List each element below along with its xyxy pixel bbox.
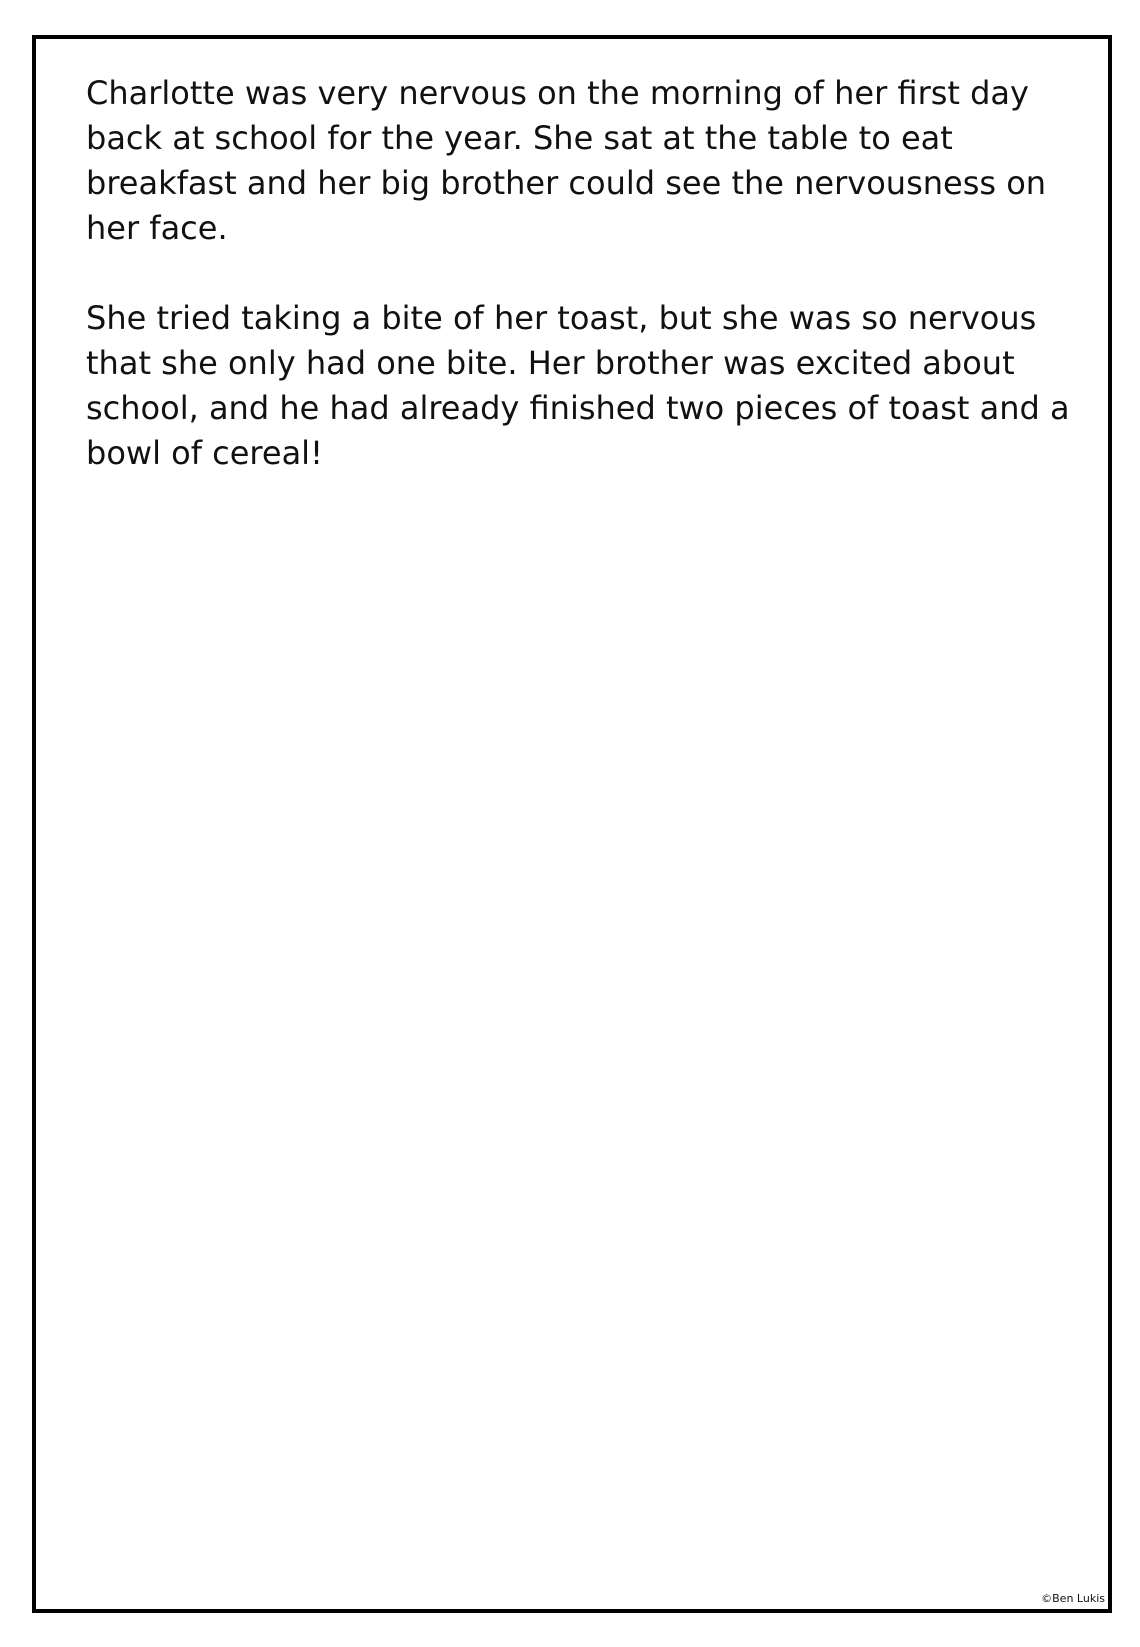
page-frame (32, 35, 1112, 1613)
copyright-notice: ©Ben Lukis (1041, 1592, 1105, 1605)
story-text (86, 71, 1076, 521)
story-paragraph-1: Charlotte was very nervous on the morning of her first day back at school for the year. She sat at the table to eat breakfast and her big brother could see the nervousness on her face. (86, 74, 1047, 247)
story-paragraph-2: She tried taking a bite of her toast, but she was so nervous that she only had one bite. Her brother was excited about school, and he had already finished two pieces of toast and a bowl of cereal! (86, 299, 1070, 472)
